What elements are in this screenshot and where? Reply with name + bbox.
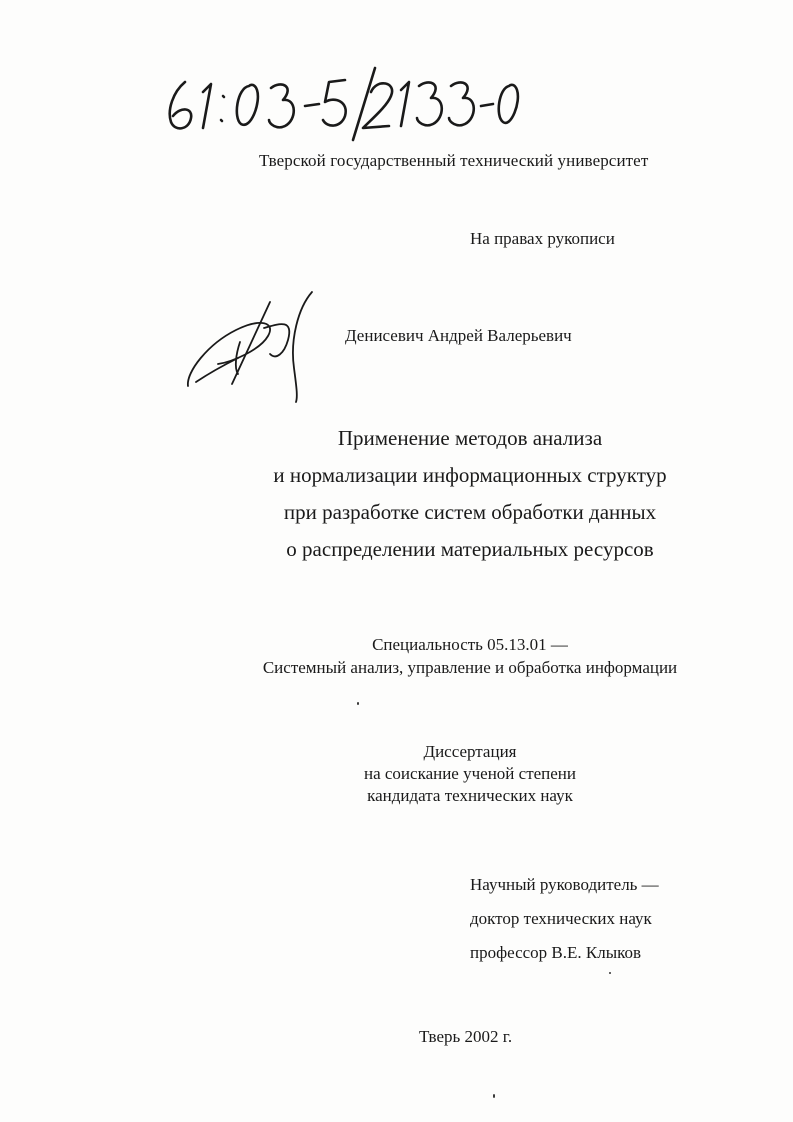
specialty-block — [200, 633, 740, 679]
author-name: Денисевич Андрей Валерьевич — [345, 326, 572, 345]
supervisor-role: Научный руководитель — — [470, 875, 659, 894]
rights-notice: На правах рукописи — [470, 229, 615, 248]
supervisor-block — [470, 868, 659, 970]
specialty-name: Системный анализ, управление и обработка информации — [262, 658, 678, 677]
dissertation-title — [200, 420, 740, 568]
title-line: о распределении материальных ресурсов — [286, 537, 654, 561]
university-name: Тверской государственный технический университет — [259, 151, 649, 170]
dissertation-purpose: на соискание ученой степени — [363, 764, 577, 783]
scan-speck — [357, 702, 359, 705]
scan-speck — [493, 1094, 495, 1098]
city-year: Тверь 2002 г. — [419, 1027, 513, 1046]
dissertation-label: Диссертация — [423, 742, 517, 761]
title-line: и нормализации информационных структур — [273, 463, 667, 487]
dissertation-type-block — [200, 741, 740, 807]
supervisor-degree: доктор технических наук — [470, 909, 652, 928]
handwritten-archive-code — [163, 62, 523, 142]
title-line: при разработке систем обработки данных — [283, 500, 657, 524]
supervisor-name: профессор В.Е. Клыков — [470, 943, 642, 962]
author-signature — [178, 288, 328, 406]
specialty-code: Специальность 05.13.01 — — [372, 635, 568, 654]
title-line: Применение методов анализа — [337, 426, 603, 450]
scan-speck — [609, 972, 611, 974]
dissertation-degree: кандидата технических наук — [367, 786, 573, 805]
